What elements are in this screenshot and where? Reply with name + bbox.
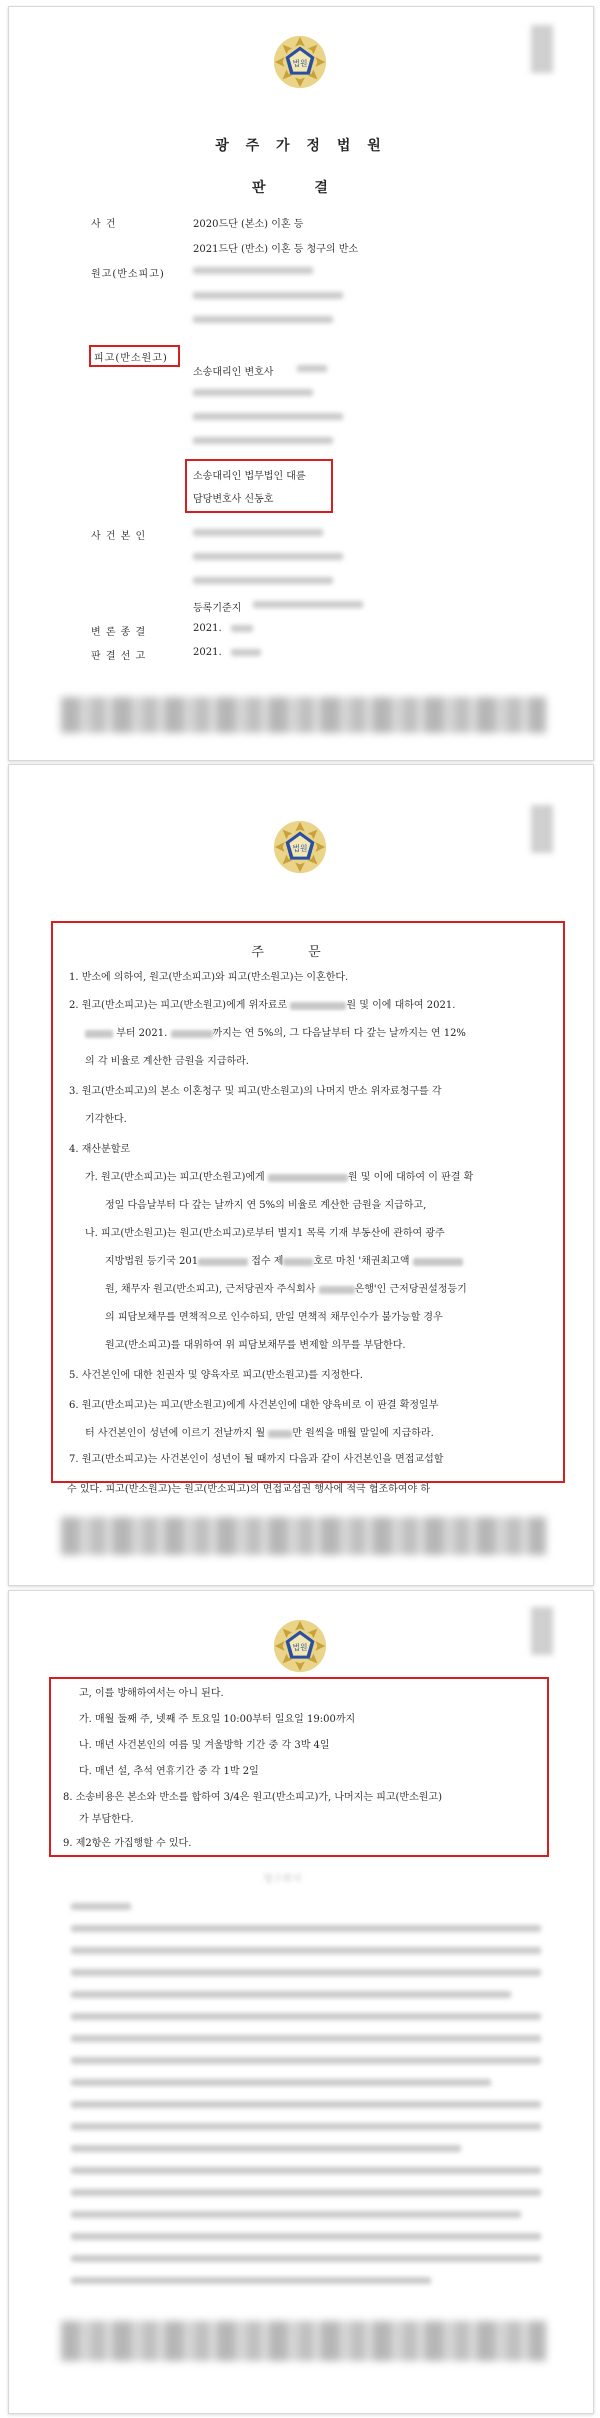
svg-text:법원: 법원 [292, 58, 308, 68]
defendant-counsel-2: 담당변호사 신동호 [193, 494, 274, 505]
registration-label: 등록기준지 [193, 603, 242, 614]
principal-label: 사 건 본 인 [91, 531, 147, 542]
order-item-3: 3. 원고(반소피고)의 본소 이혼청구 및 피고(반소원고)의 나머지 반소 위자료청구를 각 [69, 1086, 442, 1097]
svg-text:법원: 법원 [292, 1642, 308, 1652]
order-title: 주 문 [251, 945, 341, 960]
judgment-page-1 [8, 6, 594, 761]
order-item-4-a: 가. 원고(반소피고)는 피고(반소원고)에게 원 및 이에 대하여 이 판결 확 [85, 1172, 474, 1183]
defendant-counsel-1: 소송대리인 법무법인 대륜 [193, 471, 306, 482]
defendant-label: 피고(반소원고) [94, 353, 168, 364]
order-section [51, 921, 565, 1483]
order-item-7: 7. 원고(반소피고)는 사건본인이 성년이 될 때까지 다음과 같이 사건본인을 면접교섭할 [69, 1454, 444, 1465]
order-item-4-a-b: 정일 다음날부터 다 갚는 날까지 연 5%의 비율로 계산한 금원을 지급하고, [105, 1200, 427, 1211]
judgment-label: 판 결 선 고 [91, 651, 147, 662]
order-item-2: 2. 원고(반소피고)는 피고(반소원고)에게 위자료로 원 및 이에 대하여 2021. [69, 1000, 456, 1011]
order-item-6-b: 터 사건본인이 성년에 이르기 전날까지 월 만 원씩을 매월 말일에 지급하라. [85, 1428, 434, 1439]
order-item-2-c: 의 각 비율로 계산한 금원을 지급하라. [85, 1056, 249, 1067]
order-item-7-b: 수 있다. 피고(반소원고)는 원고(반소피고)의 면접교섭권 행사에 적극 협조하여야 하 [67, 1484, 430, 1495]
plaintiff-counsel: 소송대리인 변호사 [193, 367, 274, 378]
visitation-item-c: 다. 매년 설, 추석 연휴기간 중 각 1박 2일 [79, 1766, 259, 1777]
plaintiff-label: 원고(반소피고) [91, 269, 165, 280]
order-item-5: 5. 사건본인에 대한 친권자 및 양육자로 피고(반소원고)를 지정한다. [69, 1370, 363, 1381]
order-item-2-b: 부터 2021. 까지는 연 5%의, 그 다음날부터 다 갚는 날까지는 연 12% [85, 1027, 466, 1041]
case-line-1: 2020드단 (본소) 이혼 등 [193, 219, 304, 230]
order-item-4: 4. 재산분할로 [69, 1144, 131, 1155]
claim-title: 청구취지 [263, 1874, 302, 1885]
closing-label: 변 론 종 결 [91, 627, 147, 638]
judgment-page-3 [8, 1590, 594, 2414]
document-type: 판 결 [252, 180, 350, 196]
order-item-1: 1. 반소에 의하여, 원고(반소피고)와 피고(반소원고)는 이혼한다. [69, 972, 349, 983]
svg-text:법원: 법원 [292, 843, 308, 853]
order-item-8-b: 가 부담한다. [79, 1814, 134, 1825]
court-name: 광 주 가 정 법 원 [215, 138, 387, 154]
judgment-page-2 [8, 764, 594, 1586]
order-item-4-b-5: 원고(반소피고)를 대위하여 위 피담보채무를 변제할 의무를 부담한다. [105, 1340, 406, 1351]
court-emblem-icon [271, 33, 329, 91]
order-item-9: 9. 제2항은 가집행할 수 있다. [63, 1838, 192, 1849]
visitation-item-b: 나. 매년 사건본인의 여름 및 겨울방학 기간 중 각 3박 4일 [79, 1740, 330, 1751]
order-item-3-b: 기각한다. [85, 1114, 127, 1125]
court-emblem-icon [271, 818, 329, 876]
court-emblem-icon [271, 1617, 329, 1675]
judgment-date: 2021. [193, 647, 222, 658]
visitation-item-a: 가. 매월 둘째 주, 넷째 주 토요일 10:00부터 일요일 19:00까지 [79, 1714, 356, 1725]
order-item-4-b-2: 지방법원 등기국 201 접수 제 호로 마친 '채권최고액 [105, 1255, 463, 1269]
order-item-4-b-3: 원, 채무자 원고(반소피고), 근저당권자 주식회사 은행'인 근저당권설정등기 [105, 1284, 467, 1295]
order-item-4-b: 나. 피고(반소원고)는 원고(반소피고)로부터 별지1 목록 기재 부동산에 관하여 광주 [85, 1228, 445, 1239]
order-item-4-b-4: 의 피담보채무를 면책적으로 인수하되, 만일 면책적 채무인수가 불가능할 경우 [105, 1312, 443, 1323]
case-line-2: 2021드단 (반소) 이혼 등 청구의 반소 [193, 244, 359, 255]
order-item-6: 6. 원고(반소피고)는 피고(반소원고)에게 사건본인에 대한 양육비로 이 판결 확정일부 [69, 1400, 439, 1411]
order-item-7-c: 고, 이를 방해하여서는 아니 된다. [79, 1688, 224, 1699]
order-item-8: 8. 소송비용은 본소와 반소를 합하여 3/4은 원고(반소피고)가, 나머지는 피고(반소원고) [63, 1792, 442, 1803]
order-continuation-section [49, 1677, 549, 1857]
case-label: 사 건 [91, 219, 117, 230]
closing-date: 2021. [193, 623, 222, 634]
